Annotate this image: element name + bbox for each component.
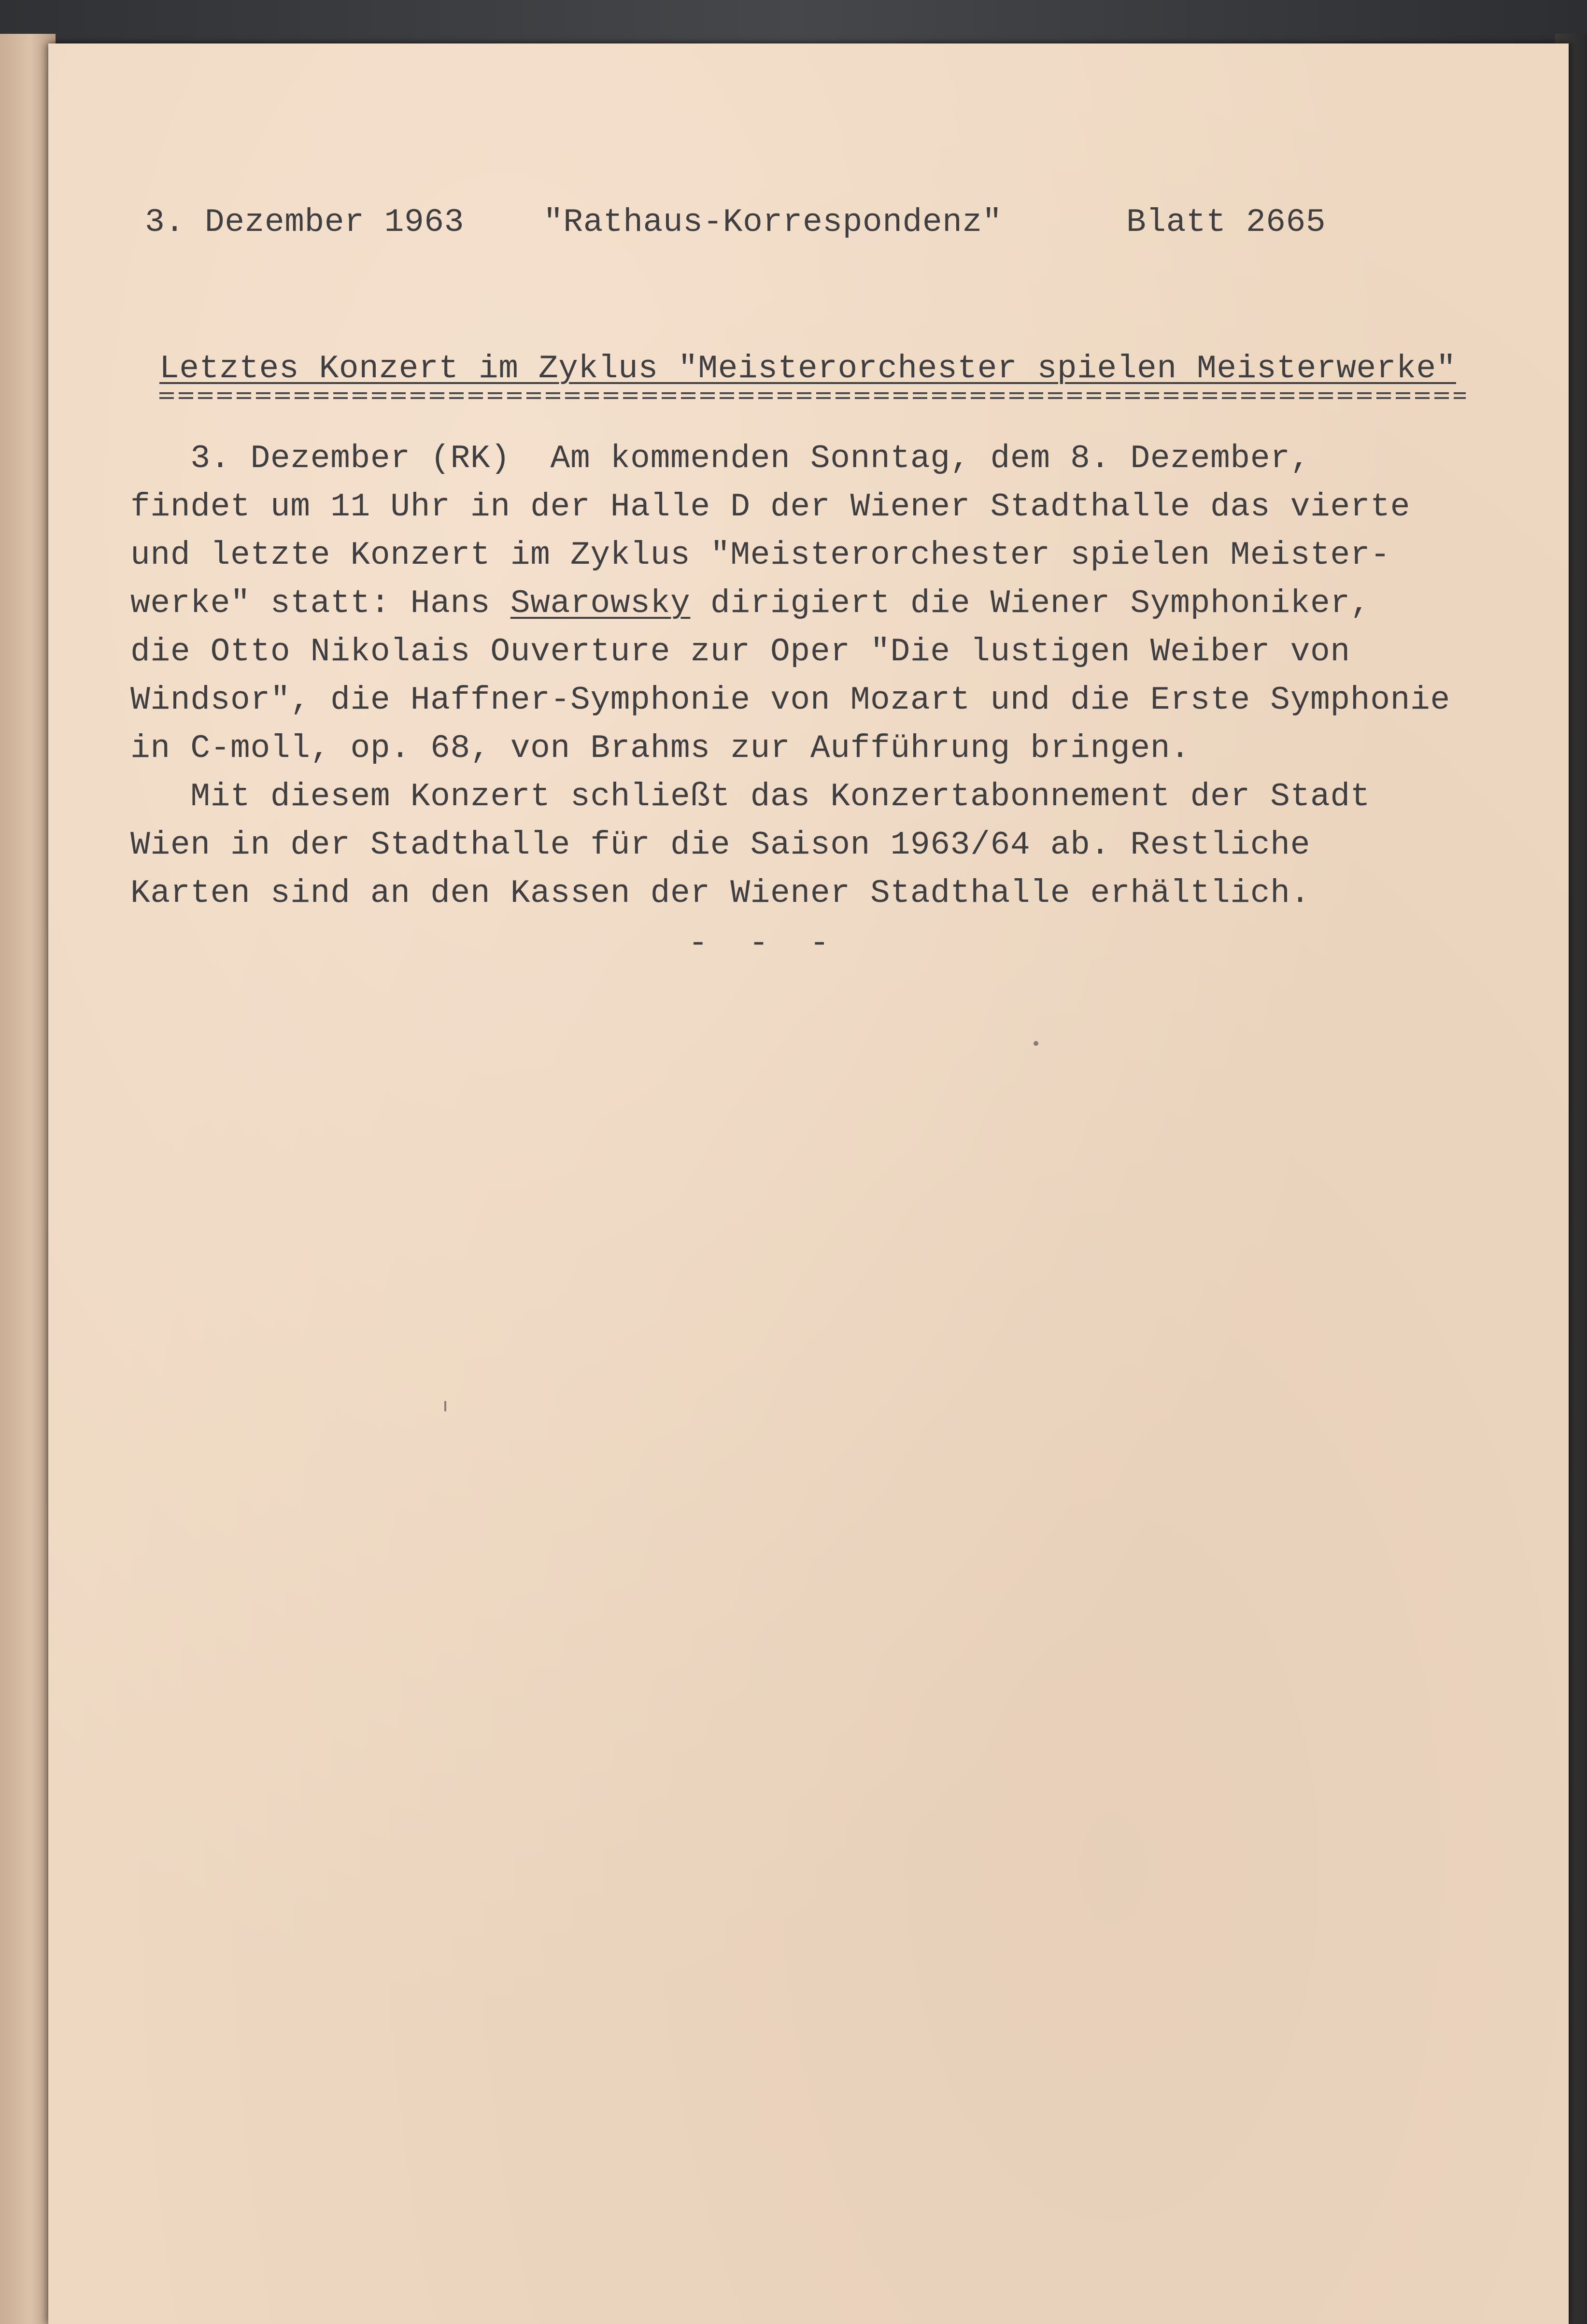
body-line: und letzte Konzert im Zyklus "Meisterorchester spielen Meister- <box>130 537 1390 574</box>
paper-speck <box>1034 1041 1038 1046</box>
body-line: Mit diesem Konzert schließt das Konzertabonnement der Stadt <box>130 778 1371 815</box>
article-body <box>130 435 1483 918</box>
title-double-rule <box>159 390 1466 402</box>
body-line: die Otto Nikolais Ouverture zur Oper "Die lustigen Weiber von <box>130 633 1350 670</box>
header-source: "Rathaus-Korrespondenz" <box>543 204 1003 241</box>
body-line: Karten sind an den Kassen der Wiener Stadthalle erhältlich. <box>130 875 1310 912</box>
closing-dashes: - - - <box>688 925 840 962</box>
underlined-name: Swarowsky <box>510 585 691 622</box>
paper-speck <box>444 1401 446 1412</box>
body-line: Wien in der Stadthalle für die Saison 1963/64 ab. Restliche <box>130 827 1310 864</box>
body-line: 3. Dezember (RK) Am kommenden Sonntag, dem 8. Dezember, <box>130 440 1310 477</box>
header-page-number: Blatt 2665 <box>1126 204 1326 241</box>
binding-edge <box>0 34 56 2324</box>
body-line: Windsor", die Haffner-Symphonie von Mozart und die Erste Symphonie <box>130 682 1450 719</box>
article-title: Letztes Konzert im Zyklus "Meisterorchester spielen Meisterwerke" <box>159 350 1456 387</box>
body-line: findet um 11 Uhr in der Halle D der Wiener Stadthalle das vierte <box>130 488 1411 526</box>
body-line: in C-moll, op. 68, von Brahms zur Aufführung bringen. <box>130 730 1190 767</box>
body-line: werke" statt: Hans Swarowsky dirigiert die Wiener Symphoniker, <box>130 585 1371 622</box>
header-date: 3. Dezember 1963 <box>145 204 464 241</box>
